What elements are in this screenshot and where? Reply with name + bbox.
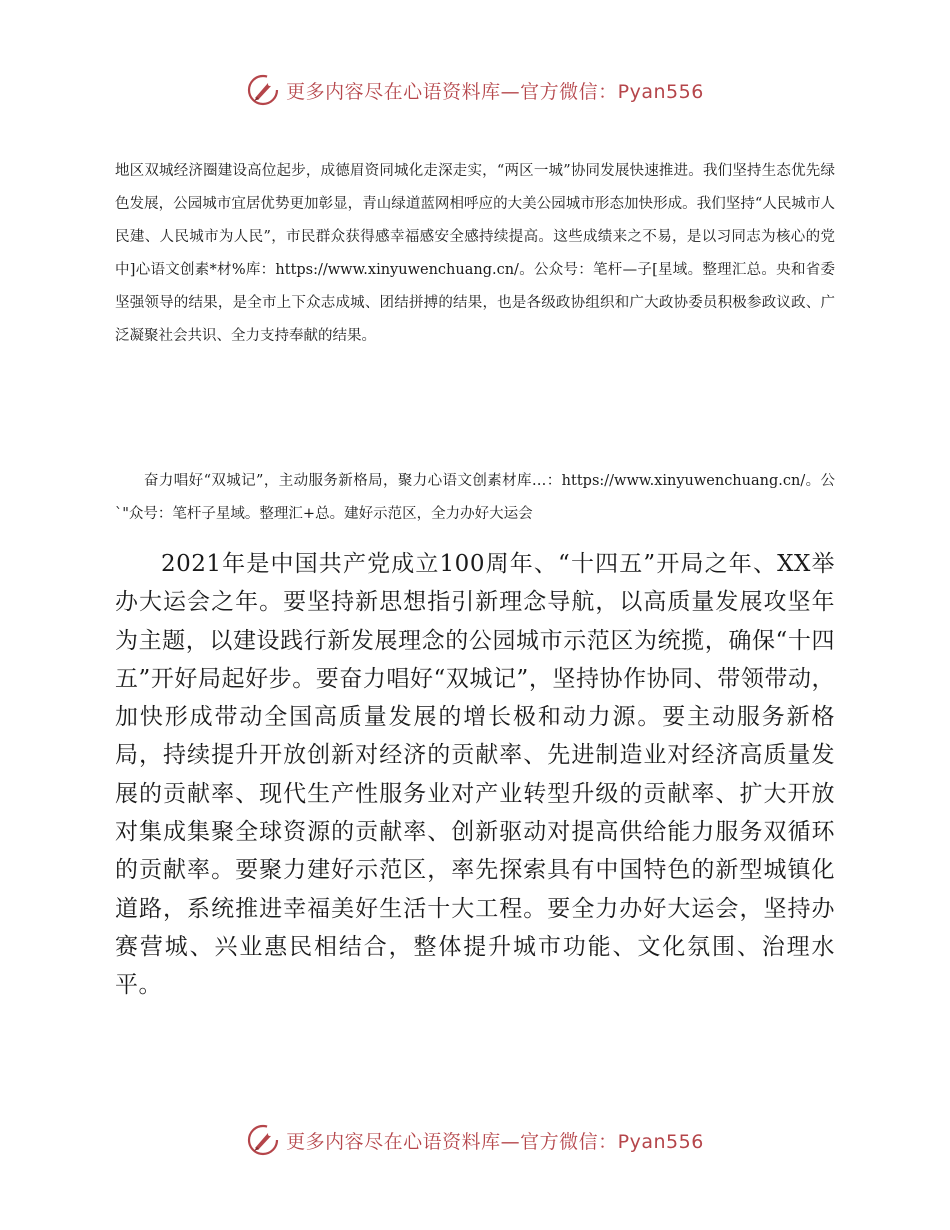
paragraph-2: 奋力唱好“双城记”，主动服务新格局，聚力心语文创素材库…：https://www.xinyuwenchuang.cn/。公`"众号：笔杆子星域。整理汇+总。建好示范区，全力办好大运会 bbox=[115, 473, 835, 522]
header-banner bbox=[0, 70, 950, 110]
paragraph-3: 2021年是中国共产党成立100周年、“十四五”开局之年、XX举办大运会之年。要坚持新思想指引新理念导航，以高质量发展攻坚年为主题，以建设践行新发展理念的公园城市示范区为统揽，确保“十四五”开好局起好步。要奋力唱好“双城记”，坚持协作协同、带领带动，加快形成带动全国高质量发展的增长极和动力源。要主动服务新格局，持续提升开放创新对经济的贡献率、先进制造业对经济高质量发展的贡献率、现代生产性服务业对产业转型升级的贡献率、扩大开放对集成集聚全球资源的贡献率、创新驱动对提高供给能力服务双循环的贡献率。要聚力建好示范区，率先探索具有中国特色的新型城镇化道路，系统推进幸福美好生活十大工程。要全力办好大运会，坚持办赛营城、兴业惠民相结合，整体提升城市功能、文化氛围、治理水平。 bbox=[115, 551, 835, 999]
footer-banner-text: 更多内容尽在心语资料库—官方微信：Pyan556 bbox=[286, 1130, 704, 1153]
header-banner-text: 更多内容尽在心语资料库—官方微信：Pyan556 bbox=[286, 80, 704, 103]
footer-banner bbox=[0, 1120, 950, 1160]
paragraph-1: 地区双城经济圈建设高位起步，成德眉资同城化走深走实，“两区一城”协同发展快速推进。我们坚持生态优先绿色发展，公园城市宜居优势更加彰显，青山绿道蓝网相呼应的大美公园城市形态加快形成。我们坚持“人民城市人民建、人民城市为人民”，市民群众获得感幸福感安全感持续提高。这些成绩来之不易，是以习同志为核心的党中]心语文创素*材%库：https://www.xinyuwenchuang.cn/。公众号：笔杆—子[星域。整理汇总。央和省委坚强领导的结果，是全市上下众志成城、团结拼搏的结果，也是各级政协组织和广大政协委员积极参政议政、广泛凝聚社会共识、全力支持奉献的结果。 bbox=[115, 163, 835, 344]
ink-pen-logo-icon bbox=[246, 73, 280, 107]
ink-pen-logo-icon bbox=[246, 1123, 280, 1157]
